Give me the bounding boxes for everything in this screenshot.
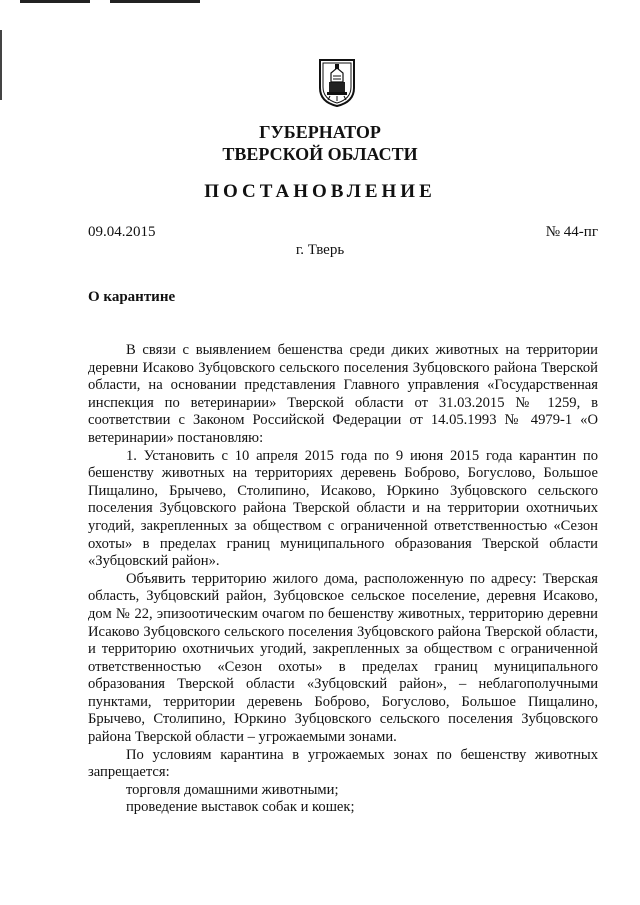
paragraph-declare-zones: Объявить территорию жилого дома, расположенную по адресу: Тверская область, Зубцовский район, Зубцовское сельское поселение, деревня Исаково, дом № 22, эпизоотическим очагом по бешенству животных, территорию деревни Исаково Зубцовского сельского поселения Зубцовского района Тверской области, и территорию охотничьих угодий, закрепленных за обществом с ограниченной ответственностью «Сезон охоты» в пределах границ муниципального образования Тверской области «Зубцовский район», – неблагополучными пунктами, территории деревень Боброво, Богуслово, Большое Пищалино, Брычево, Столипино, Юркино Зубцовского сельского поселения Зубцовского района Тверской области – угрожаемыми зонами.	[88, 570, 598, 746]
document-body	[88, 342, 598, 817]
prohibition-item: проведение выставок собак и кошек;	[126, 799, 355, 816]
document-number: № 44-пг	[545, 224, 598, 240]
scan-artifact	[110, 0, 200, 3]
paragraph-preamble: В связи с выявлением бешенства среди диких животных на территории деревни Исаково Зубцовского сельского поселения Зубцовского района Тверской области, на основании представления Главного управления «Государственная инспекция по ветеринарии» Тверской области от 31.03.2015 № 1259, в соответствии с Законом Российской Федерации от 14.05.1993 № 4979-1 «О ветеринарии» постановляю:	[88, 342, 598, 446]
title-governor: ГУБЕРНАТОР	[259, 122, 381, 142]
paragraph-prohibitions-intro: По условиям карантина в угрожаемых зонах по бешенству животных запрещается:	[88, 746, 598, 781]
tver-coat-of-arms-icon	[318, 58, 356, 108]
document-type: ПОСТАНОВЛЕНИЕ	[204, 181, 436, 202]
scan-artifact	[20, 0, 90, 3]
scan-artifact	[0, 30, 2, 100]
prohibition-item: торговля домашними животными;	[126, 781, 339, 798]
paragraph-quarantine: 1. Установить с 10 апреля 2015 года по 9 июня 2015 года карантин по бешенству животных на территориях деревень Боброво, Богуслово, Большое Пищалино, Брычево, Столипино, Исаково, Юркино Зубцовского сельского поселения Зубцовского района Тверской области и на территории охотничьих угодий, закрепленных за обществом с ограниченной ответственностью «Сезон охоты» в пределах границ муниципального образования Тверской области «Зубцовский район».	[88, 447, 598, 570]
document-date: 09.04.2015	[88, 224, 156, 240]
document-subject: О карантине	[88, 289, 176, 305]
title-region: ТВЕРСКОЙ ОБЛАСТИ	[222, 144, 418, 164]
document-city: г. Тверь	[295, 242, 345, 258]
